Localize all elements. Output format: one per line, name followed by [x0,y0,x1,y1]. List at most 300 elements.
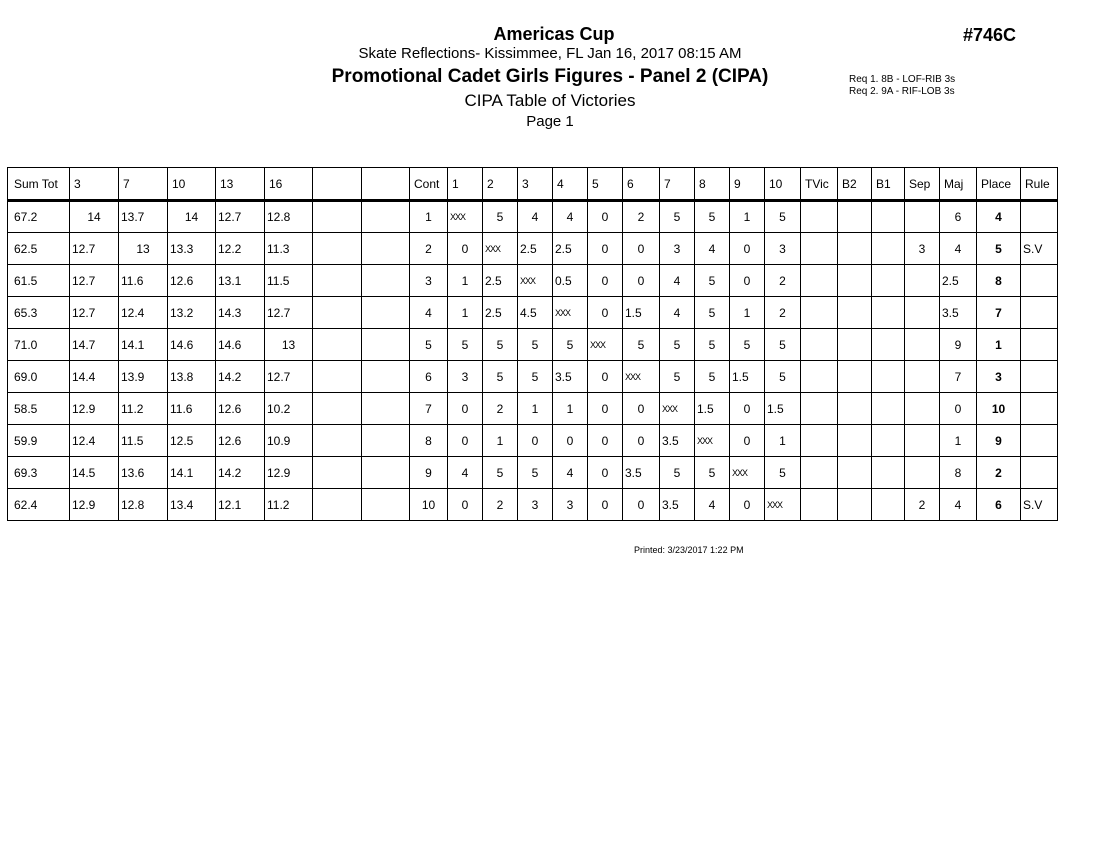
table-cell: 1 [410,201,448,233]
table-cell [872,201,905,233]
table-cell: 0 [623,489,660,521]
table-cell [362,329,410,361]
table-cell: 4 [977,201,1021,233]
table-cell: 5 [695,361,730,393]
table-cell: 9 [410,457,448,489]
table-cell: 11.6 [168,393,216,425]
self-comparison-cell: XXX [588,329,623,361]
table-cell: 8 [940,457,977,489]
table-row [8,425,1058,457]
table-cell: 6 [410,361,448,393]
table-cell: 14.6 [168,329,216,361]
table-cell [872,457,905,489]
table-row [8,233,1058,265]
table-cell: 11.3 [265,233,313,265]
table-cell: 3 [765,233,801,265]
table-cell: 69.3 [8,457,70,489]
table-cell: 7 [940,361,977,393]
table-cell [801,489,838,521]
table-cell: 5 [765,361,801,393]
column-header: 8 [695,168,730,201]
table-cell [838,425,872,457]
table-cell: 5 [730,329,765,361]
table-cell [1021,361,1058,393]
table-cell [362,361,410,393]
table-cell: 1 [730,201,765,233]
table-cell: 1 [553,393,588,425]
table-cell [313,201,362,233]
table-cell: 5 [660,201,695,233]
table-cell: 13.3 [168,233,216,265]
self-comparison-cell: XXX [518,265,553,297]
column-header: 1 [448,168,483,201]
table-cell: 2 [977,457,1021,489]
report-title: Americas Cup [493,24,615,44]
table-cell [838,265,872,297]
table-cell: 12.7 [70,297,119,329]
table-cell: 14.4 [70,361,119,393]
column-header: 10 [168,168,216,201]
table-cell: 7 [410,393,448,425]
table-cell: 0 [588,297,623,329]
table-row [8,489,1058,521]
table-cell: 5 [483,361,518,393]
table-cell: 5 [765,329,801,361]
table-cell: 3 [660,233,695,265]
table-cell: 14.2 [216,361,265,393]
table-cell: 1.5 [765,393,801,425]
table-cell [313,457,362,489]
table-cell: 4 [518,201,553,233]
self-comparison-cell: XXX [765,489,801,521]
printed-timestamp: Printed: 3/23/2017 1:22 PM [634,545,744,555]
column-header: 16 [265,168,313,201]
table-cell: 13.9 [119,361,168,393]
table-cell [872,393,905,425]
table-cell [1021,329,1058,361]
table-cell [872,329,905,361]
table-cell: 0 [623,425,660,457]
table-cell: 5 [765,201,801,233]
table-cell [905,297,940,329]
table-cell [1021,265,1058,297]
table-cell: 14.7 [70,329,119,361]
table-cell: 4 [553,201,588,233]
table-cell: 5 [518,361,553,393]
table-cell [1021,201,1058,233]
table-cell: 11.2 [119,393,168,425]
column-header: 9 [730,168,765,201]
table-cell: 0 [730,233,765,265]
table-cell: 14.6 [216,329,265,361]
column-header: 5 [588,168,623,201]
table-cell: 2 [483,489,518,521]
table-cell [362,457,410,489]
table-cell: 3.5 [623,457,660,489]
table-cell: 5 [410,329,448,361]
column-header: 7 [660,168,695,201]
table-cell: 0 [588,233,623,265]
table-cell: 10.2 [265,393,313,425]
table-cell: 3 [410,265,448,297]
table-cell: 14.5 [70,457,119,489]
table-cell [801,233,838,265]
table-cell: 12.4 [119,297,168,329]
table-cell: 0 [448,233,483,265]
table-cell [838,329,872,361]
table-cell [801,457,838,489]
table-cell [313,425,362,457]
table-cell: 14.3 [216,297,265,329]
table-cell: 13.4 [168,489,216,521]
table-cell: 4 [660,265,695,297]
column-header: 10 [765,168,801,201]
table-cell: 0 [588,201,623,233]
report-subtitle: CIPA Table of Victories [464,91,636,110]
table-cell [362,265,410,297]
column-header [362,168,410,201]
table-cell: 5 [765,457,801,489]
table-cell: 5 [448,329,483,361]
table-cell: 4 [448,457,483,489]
table-row [8,329,1058,361]
table-cell: 0 [588,265,623,297]
table-cell [313,265,362,297]
self-comparison-cell: XXX [660,393,695,425]
column-header: Sum Tot [8,168,70,201]
column-header: B1 [872,168,905,201]
table-cell: 4 [410,297,448,329]
table-cell: 13.1 [216,265,265,297]
table-row [8,457,1058,489]
table-cell: 5 [518,457,553,489]
table-cell: 12.5 [168,425,216,457]
table-cell [905,265,940,297]
table-cell [801,201,838,233]
table-cell: 5 [483,329,518,361]
table-cell: 9 [940,329,977,361]
table-cell: 2 [765,265,801,297]
column-header: 7 [119,168,168,201]
table-cell [838,201,872,233]
table-row [8,265,1058,297]
table-cell: 3.5 [660,425,695,457]
table-row [8,297,1058,329]
table-cell [872,489,905,521]
table-cell: 12.7 [216,201,265,233]
table-cell: 12.4 [70,425,119,457]
table-cell: 0 [448,489,483,521]
table-cell [872,233,905,265]
table-cell: 6 [977,489,1021,521]
table-cell: 14.1 [119,329,168,361]
table-cell: 5 [977,233,1021,265]
table-cell: 58.5 [8,393,70,425]
table-cell: 65.3 [8,297,70,329]
table-cell [1021,425,1058,457]
table-cell [905,457,940,489]
table-cell [362,393,410,425]
table-cell: 2 [410,233,448,265]
table-cell: 0 [588,425,623,457]
table-cell [872,297,905,329]
table-cell: 5 [695,457,730,489]
table-cell: 1 [448,265,483,297]
table-cell: 1 [940,425,977,457]
table-cell: 0 [448,393,483,425]
table-row [8,201,1058,233]
table-cell [1021,393,1058,425]
column-header: 3 [70,168,119,201]
table-cell: 0 [588,457,623,489]
table-cell: 12.6 [216,425,265,457]
table-cell [801,361,838,393]
table-cell [362,233,410,265]
table-cell [362,201,410,233]
table-cell: 12.2 [216,233,265,265]
table-cell: 4 [940,489,977,521]
table-cell: 0 [553,425,588,457]
table-cell: 61.5 [8,265,70,297]
table-cell [905,201,940,233]
table-cell: 12.1 [216,489,265,521]
table-cell [362,297,410,329]
table-cell: 0 [588,489,623,521]
table-cell: 0 [730,393,765,425]
column-header [313,168,362,201]
table-cell: 4 [695,233,730,265]
table-row [8,361,1058,393]
column-header: 13 [216,168,265,201]
table-cell: 0 [940,393,977,425]
table-cell: 5 [660,457,695,489]
table-cell: 3.5 [940,297,977,329]
table-cell [313,361,362,393]
table-cell: 6 [940,201,977,233]
column-header: 6 [623,168,660,201]
table-cell: 13.8 [168,361,216,393]
table-cell: 71.0 [8,329,70,361]
table-cell: 1 [483,425,518,457]
table-cell [362,489,410,521]
table-cell: 12.6 [216,393,265,425]
table-cell: S.V [1021,233,1058,265]
table-cell: 1.5 [730,361,765,393]
table-cell [838,393,872,425]
table-cell: 8 [977,265,1021,297]
table-cell: 2 [623,201,660,233]
column-header: 3 [518,168,553,201]
table-cell [313,329,362,361]
column-header: B2 [838,168,872,201]
table-cell [801,329,838,361]
table-cell: 4 [695,489,730,521]
table-cell: 5 [695,201,730,233]
table-cell: 2.5 [483,265,518,297]
table-cell [313,233,362,265]
table-cell: 3 [905,233,940,265]
table-cell: 13.7 [119,201,168,233]
table-cell: 1 [977,329,1021,361]
table-cell: 5 [623,329,660,361]
table-cell: 2.5 [553,233,588,265]
table-cell: 5 [483,201,518,233]
table-cell: 4 [553,457,588,489]
venue-datetime: Skate Reflections- Kissimmee, FL Jan 16, 2017 08:15 AM [358,45,742,62]
table-cell [838,297,872,329]
self-comparison-cell: XXX [695,425,730,457]
table-cell: 12.7 [265,361,313,393]
table-cell [1021,457,1058,489]
table-cell [801,393,838,425]
table-cell: 13.6 [119,457,168,489]
table-cell: 4 [660,297,695,329]
page-number: Page 1 [526,113,574,130]
table-cell: 5 [695,297,730,329]
table-cell: 12.7 [70,265,119,297]
table-cell: 0 [588,393,623,425]
table-cell: S.V [1021,489,1058,521]
table-row [8,393,1058,425]
table-cell: 13 [119,233,168,265]
table-cell: 0.5 [553,265,588,297]
table-cell: 0 [623,265,660,297]
table-cell: 0 [730,265,765,297]
victories-table [7,167,1058,521]
self-comparison-cell: XXX [483,233,518,265]
table-cell: 3 [977,361,1021,393]
column-header: Place [977,168,1021,201]
table-cell: 5 [695,265,730,297]
table-cell: 12.9 [70,489,119,521]
table-cell [905,329,940,361]
table-cell: 12.8 [119,489,168,521]
table-cell: 0 [623,233,660,265]
table-cell: 7 [977,297,1021,329]
table-cell [1021,297,1058,329]
table-cell [801,297,838,329]
table-cell: 13.2 [168,297,216,329]
table-cell: 8 [410,425,448,457]
table-cell: 3 [518,489,553,521]
requirement-2: Req 2. 9A - RIF-LOB 3s [849,86,955,97]
table-cell: 0 [448,425,483,457]
table-cell: 0 [623,393,660,425]
table-cell: 3.5 [660,489,695,521]
table-cell [838,233,872,265]
self-comparison-cell: XXX [448,201,483,233]
table-cell: 10 [977,393,1021,425]
table-cell: 14.2 [216,457,265,489]
table-cell: 3 [448,361,483,393]
table-cell: 59.9 [8,425,70,457]
table-cell: 5 [660,361,695,393]
table-cell: 5 [518,329,553,361]
table-cell: 2.5 [483,297,518,329]
table-cell: 0 [730,489,765,521]
table-cell: 10.9 [265,425,313,457]
column-header: 2 [483,168,518,201]
table-cell [313,297,362,329]
column-header: Sep [905,168,940,201]
table-header-row [8,168,1058,201]
table-cell: 9 [977,425,1021,457]
table-cell [872,361,905,393]
table-cell: 11.5 [265,265,313,297]
table-cell: 1 [730,297,765,329]
table-cell: 12.7 [70,233,119,265]
event-number: #746C [963,25,1017,45]
table-cell: 62.4 [8,489,70,521]
table-cell: 5 [483,457,518,489]
table-cell [838,457,872,489]
column-header: Cont [410,168,448,201]
table-cell: 13 [265,329,313,361]
table-cell [872,425,905,457]
table-cell: 14.1 [168,457,216,489]
table-cell [905,425,940,457]
table-cell [838,361,872,393]
table-cell: 12.7 [265,297,313,329]
table-cell: 2.5 [518,233,553,265]
table-cell: 10 [410,489,448,521]
table-cell: 1.5 [695,393,730,425]
table-cell: 2.5 [940,265,977,297]
table-cell: 14 [70,201,119,233]
table-cell: 11.6 [119,265,168,297]
table-cell [362,425,410,457]
table-cell: 5 [553,329,588,361]
table-cell: 62.5 [8,233,70,265]
table-cell: 1.5 [623,297,660,329]
column-header: TVic [801,168,838,201]
table-cell [905,393,940,425]
table-cell: 12.9 [265,457,313,489]
table-cell [801,425,838,457]
table-cell [313,393,362,425]
table-cell [838,489,872,521]
table-cell: 1 [448,297,483,329]
table-cell [872,265,905,297]
table-cell: 69.0 [8,361,70,393]
table-cell: 12.8 [265,201,313,233]
self-comparison-cell: XXX [623,361,660,393]
table-cell: 0 [518,425,553,457]
table-cell: 0 [588,361,623,393]
table-cell: 1 [518,393,553,425]
table-cell: 1 [765,425,801,457]
table-cell: 0 [730,425,765,457]
table-cell: 12.9 [70,393,119,425]
table-cell [905,361,940,393]
table-cell [313,489,362,521]
requirement-1: Req 1. 8B - LOF-RIB 3s [849,74,956,85]
column-header: Rule [1021,168,1058,201]
column-header: Maj [940,168,977,201]
table-cell: 3.5 [553,361,588,393]
table-cell: 4.5 [518,297,553,329]
table-cell: 12.6 [168,265,216,297]
table-cell: 3 [553,489,588,521]
table-cell: 4 [940,233,977,265]
table-cell: 11.2 [265,489,313,521]
table-cell: 2 [905,489,940,521]
table-cell [801,265,838,297]
table-cell: 5 [660,329,695,361]
table-cell: 2 [483,393,518,425]
column-header: 4 [553,168,588,201]
table-cell: 11.5 [119,425,168,457]
